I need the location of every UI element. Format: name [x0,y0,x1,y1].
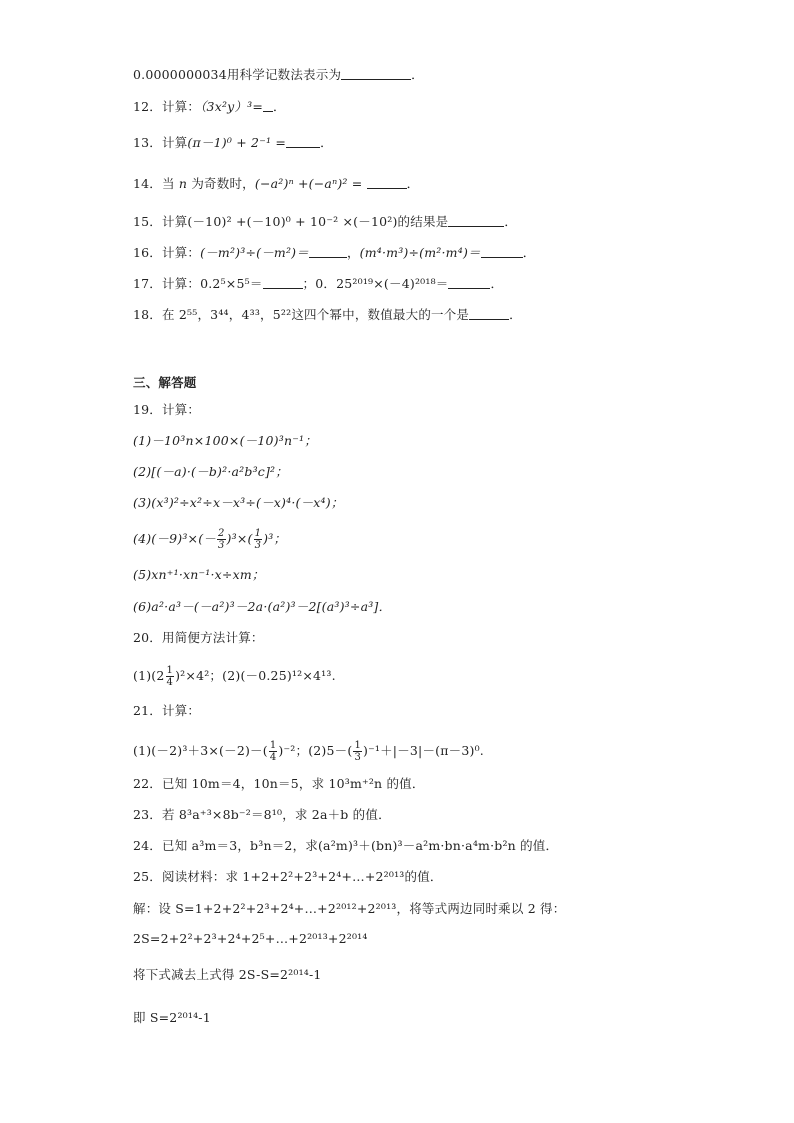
question-18 [133,307,522,323]
q19-part-4 [133,528,286,551]
q20-part-b: )²×4²；(2)(－0.25)¹²×4¹³. [175,668,336,683]
fraction-numerator: 1 [166,665,174,676]
q17-expression-2: 25²⁰¹⁹×(－4)²⁰¹⁸＝ [336,276,449,291]
q21-part-a: (1)(－2)³＋3×(－2)－( [133,743,268,758]
q19-part-1: (1)－10³n×100×(－10)³n⁻¹； [133,433,317,448]
q17-end: ． [490,276,504,291]
answer-blank[interactable] [286,136,320,148]
q19-part-3: (3)(x³)²÷x²÷x－x³÷(－x)⁴·(－x⁴)； [133,495,344,510]
fraction [166,665,175,688]
q19-part-4-start: (4)(－9)³×(－ [133,531,216,546]
fraction [217,528,226,551]
q18-end: ． [509,307,522,322]
answer-blank[interactable] [263,100,273,112]
q15-end: ． [504,214,518,229]
q15-text: 的结果是 [397,214,449,229]
q12-expression: （3x²y）³= [200,99,264,114]
section-heading: 三、解答题 [133,375,197,390]
answer-blank[interactable] [448,215,504,227]
question-11 [133,67,424,83]
q14-end: ． [406,176,420,191]
question-17 [133,276,503,292]
question-15 [133,214,517,230]
q14-expression: (−a²)ⁿ +(−aⁿ)² = [254,176,363,191]
q17-separator: ；0． [302,276,337,291]
q19-part-2: (2)[(－a)·(－b)²·a²b³c]²； [133,464,288,479]
q15-expression: (－10)² +(－10)⁰ + 10⁻² ×(－10²) [187,214,398,229]
fraction-denominator: 4 [166,677,174,688]
q18-text: 这四个幂中，数值最大的一个是 [291,307,470,322]
q13-end: ． [320,135,333,150]
q25-solution-line-1: 解：设 S=1+2+2²+2³+2⁴+…+2²⁰¹²+2²⁰¹³，将等式两边同时乘以 2 得： [133,901,566,916]
q21-part-b: )⁻²；(2)5－( [278,743,353,758]
fraction-numerator: 2 [217,528,225,539]
answer-blank[interactable] [309,246,347,258]
q21-part-c: )⁻¹＋|－3|－(π－3)⁰. [363,743,484,758]
q13-number: 13．计算 [133,135,188,150]
fraction-denominator: 3 [254,540,262,551]
q15-number: 15．计算 [133,214,188,229]
question-21-title: 21．计算： [133,703,201,718]
answer-blank[interactable] [263,277,303,289]
q18-number: 18．在 [133,307,175,322]
q14-variable: n [178,176,188,191]
fraction [254,528,263,551]
q13-expression: (π－1)⁰ + 2⁻¹ = [187,135,287,150]
question-23: 23．若 8³a⁺³×8b⁻²＝8¹⁰，求 2a＋b 的值． [133,807,391,822]
answer-blank[interactable] [481,246,523,258]
q12-number: 12．计算： [133,99,201,114]
q25-solution-line-4: 即 S=2²⁰¹⁴-1 [133,1010,211,1025]
fraction-numerator: 1 [254,528,262,539]
answer-blank[interactable] [448,277,490,289]
q14-condition: 为奇数时， [191,176,255,191]
q16-expression-1: (－m²)³÷(－m²)＝ [200,245,309,260]
q17-expression-1: 0.2⁵×5⁵＝ [200,276,263,291]
q14-number: 14．当 [133,176,175,191]
q20-expression [133,665,336,688]
fraction [353,740,362,763]
q12-end: ． [273,99,286,114]
question-22: 22．已知 10m＝4，10n＝5，求 10³m⁺²n 的值． [133,776,425,791]
question-14 [133,176,419,192]
q20-part-a: (1)(2 [133,668,165,683]
fraction-denominator: 4 [269,752,277,763]
question-25-title: 25．阅读材料：求 1+2+2²+2³+2⁴+…+2²⁰¹³的值． [133,869,443,884]
answer-blank[interactable] [341,68,411,80]
fraction-numerator: 1 [269,740,277,751]
question-24: 24．已知 a³m＝3，b³n＝2，求(a²m)³＋(bn)³－a²m·bn·a⁴m·b²n 的值． [133,838,559,853]
q19-part-4-middle: )³×( [226,531,253,546]
question-13 [133,135,333,151]
answer-blank[interactable] [469,308,509,320]
q19-part-5: (5)xn⁺¹·xn⁻¹·x÷xm； [133,567,265,582]
q11-text: 0.0000000034用科学记数法表示为 [133,67,342,82]
q11-end: ． [411,67,424,82]
q17-number: 17．计算： [133,276,201,291]
q25-solution-line-3: 将下式减去上式得 2S-S=2²⁰¹⁴-1 [133,967,322,982]
q16-end: ． [522,245,536,260]
fraction-denominator: 3 [354,752,361,763]
q19-part-6: (6)a²·a³－(－a²)³－2a·(a²)³－2[(a³)³÷a³]． [133,599,392,614]
q16-separator: ， [346,245,360,260]
q16-number: 16．计算： [133,245,201,260]
question-19-title: 19．计算： [133,402,201,417]
question-16 [133,245,535,261]
question-12 [133,99,286,115]
q16-expression-2: (m⁴·m³)÷(m²·m⁴)＝ [359,245,481,260]
q19-part-4-end: )³； [263,531,287,546]
fraction-numerator: 1 [354,740,361,751]
answer-blank[interactable] [367,177,407,189]
q25-solution-line-2: 2S=2+2²+2³+2⁴+2⁵+…+2²⁰¹³+2²⁰¹⁴ [133,931,368,946]
q18-powers: 2⁵⁵，3⁴⁴，4³³，5²² [178,307,292,322]
fraction [269,740,278,763]
question-20-title: 20．用简便方法计算： [133,630,264,645]
fraction-denominator: 3 [217,540,225,551]
q21-expression [133,740,484,763]
